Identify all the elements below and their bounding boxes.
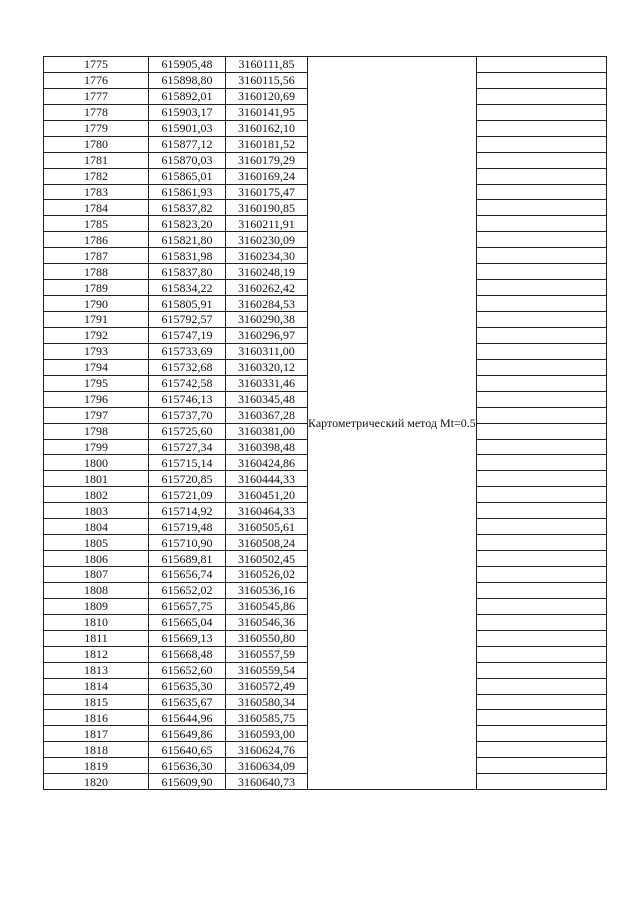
empty-cell bbox=[476, 646, 606, 662]
point-number-cell: 1803 bbox=[44, 503, 149, 519]
y-coordinate-cell: 3160248,19 bbox=[226, 264, 308, 280]
point-number-cell: 1782 bbox=[44, 168, 149, 184]
x-coordinate-cell: 615823,20 bbox=[149, 216, 226, 232]
y-coordinate-cell: 3160345,48 bbox=[226, 391, 308, 407]
y-coordinate-cell: 3160545,86 bbox=[226, 598, 308, 614]
empty-cell bbox=[476, 280, 606, 296]
y-coordinate-cell: 3160424,86 bbox=[226, 455, 308, 471]
empty-cell bbox=[476, 152, 606, 168]
point-number-cell: 1807 bbox=[44, 567, 149, 583]
y-coordinate-cell: 3160536,16 bbox=[226, 582, 308, 598]
x-coordinate-cell: 615834,22 bbox=[149, 280, 226, 296]
point-number-cell: 1798 bbox=[44, 423, 149, 439]
empty-cell bbox=[476, 487, 606, 503]
y-coordinate-cell: 3160115,56 bbox=[226, 72, 308, 88]
point-number-cell: 1802 bbox=[44, 487, 149, 503]
point-number-cell: 1820 bbox=[44, 774, 149, 790]
empty-cell bbox=[476, 407, 606, 423]
empty-cell bbox=[476, 678, 606, 694]
y-coordinate-cell: 3160367,28 bbox=[226, 407, 308, 423]
empty-cell bbox=[476, 72, 606, 88]
x-coordinate-cell: 615609,90 bbox=[149, 774, 226, 790]
empty-cell bbox=[476, 551, 606, 567]
point-number-cell: 1818 bbox=[44, 742, 149, 758]
point-number-cell: 1791 bbox=[44, 312, 149, 328]
empty-cell bbox=[476, 343, 606, 359]
x-coordinate-cell: 615742,58 bbox=[149, 375, 226, 391]
empty-cell bbox=[476, 742, 606, 758]
y-coordinate-cell: 3160508,24 bbox=[226, 535, 308, 551]
y-coordinate-cell: 3160444,33 bbox=[226, 471, 308, 487]
y-coordinate-cell: 3160262,42 bbox=[226, 280, 308, 296]
empty-cell bbox=[476, 439, 606, 455]
x-coordinate-cell: 615898,80 bbox=[149, 72, 226, 88]
y-coordinate-cell: 3160296,97 bbox=[226, 327, 308, 343]
x-coordinate-cell: 615747,19 bbox=[149, 327, 226, 343]
empty-cell bbox=[476, 57, 606, 73]
point-number-cell: 1809 bbox=[44, 598, 149, 614]
x-coordinate-cell: 615905,48 bbox=[149, 57, 226, 73]
empty-cell bbox=[476, 136, 606, 152]
x-coordinate-cell: 615865,01 bbox=[149, 168, 226, 184]
empty-cell bbox=[476, 582, 606, 598]
y-coordinate-cell: 3160181,52 bbox=[226, 136, 308, 152]
x-coordinate-cell: 615710,90 bbox=[149, 535, 226, 551]
point-number-cell: 1799 bbox=[44, 439, 149, 455]
point-number-cell: 1812 bbox=[44, 646, 149, 662]
point-number-cell: 1775 bbox=[44, 57, 149, 73]
y-coordinate-cell: 3160550,80 bbox=[226, 630, 308, 646]
y-coordinate-cell: 3160311,00 bbox=[226, 343, 308, 359]
y-coordinate-cell: 3160381,00 bbox=[226, 423, 308, 439]
point-number-cell: 1793 bbox=[44, 343, 149, 359]
empty-cell bbox=[476, 503, 606, 519]
empty-cell bbox=[476, 232, 606, 248]
y-coordinate-cell: 3160211,91 bbox=[226, 216, 308, 232]
point-number-cell: 1784 bbox=[44, 200, 149, 216]
y-coordinate-cell: 3160234,30 bbox=[226, 248, 308, 264]
y-coordinate-cell: 3160572,49 bbox=[226, 678, 308, 694]
x-coordinate-cell: 615714,92 bbox=[149, 503, 226, 519]
x-coordinate-cell: 615644,96 bbox=[149, 710, 226, 726]
x-coordinate-cell: 615657,75 bbox=[149, 598, 226, 614]
point-number-cell: 1794 bbox=[44, 359, 149, 375]
x-coordinate-cell: 615725,60 bbox=[149, 423, 226, 439]
x-coordinate-cell: 615652,02 bbox=[149, 582, 226, 598]
empty-cell bbox=[476, 375, 606, 391]
point-number-cell: 1815 bbox=[44, 694, 149, 710]
empty-cell bbox=[476, 662, 606, 678]
empty-cell bbox=[476, 519, 606, 535]
y-coordinate-cell: 3160179,29 bbox=[226, 152, 308, 168]
y-coordinate-cell: 3160320,12 bbox=[226, 359, 308, 375]
empty-cell bbox=[476, 423, 606, 439]
y-coordinate-cell: 3160557,59 bbox=[226, 646, 308, 662]
point-number-cell: 1779 bbox=[44, 120, 149, 136]
y-coordinate-cell: 3160526,02 bbox=[226, 567, 308, 583]
y-coordinate-cell: 3160111,85 bbox=[226, 57, 308, 73]
y-coordinate-cell: 3160593,00 bbox=[226, 726, 308, 742]
x-coordinate-cell: 615861,93 bbox=[149, 184, 226, 200]
empty-cell bbox=[476, 391, 606, 407]
empty-cell bbox=[476, 248, 606, 264]
y-coordinate-cell: 3160120,69 bbox=[226, 88, 308, 104]
y-coordinate-cell: 3160162,10 bbox=[226, 120, 308, 136]
empty-cell bbox=[476, 312, 606, 328]
point-number-cell: 1785 bbox=[44, 216, 149, 232]
point-number-cell: 1781 bbox=[44, 152, 149, 168]
x-coordinate-cell: 615837,80 bbox=[149, 264, 226, 280]
y-coordinate-cell: 3160169,24 bbox=[226, 168, 308, 184]
empty-cell bbox=[476, 598, 606, 614]
y-coordinate-cell: 3160464,33 bbox=[226, 503, 308, 519]
x-coordinate-cell: 615669,13 bbox=[149, 630, 226, 646]
x-coordinate-cell: 615737,70 bbox=[149, 407, 226, 423]
y-coordinate-cell: 3160141,95 bbox=[226, 104, 308, 120]
x-coordinate-cell: 615652,60 bbox=[149, 662, 226, 678]
x-coordinate-cell: 615831,98 bbox=[149, 248, 226, 264]
point-number-cell: 1813 bbox=[44, 662, 149, 678]
empty-cell bbox=[476, 184, 606, 200]
empty-cell bbox=[476, 710, 606, 726]
point-number-cell: 1819 bbox=[44, 758, 149, 774]
y-coordinate-cell: 3160502,45 bbox=[226, 551, 308, 567]
point-number-cell: 1816 bbox=[44, 710, 149, 726]
point-number-cell: 1806 bbox=[44, 551, 149, 567]
x-coordinate-cell: 615719,48 bbox=[149, 519, 226, 535]
point-number-cell: 1790 bbox=[44, 296, 149, 312]
method-note-cell: Картометрический метод Mt=0.5 bbox=[308, 57, 477, 790]
y-coordinate-cell: 3160624,76 bbox=[226, 742, 308, 758]
empty-cell bbox=[476, 120, 606, 136]
point-number-cell: 1796 bbox=[44, 391, 149, 407]
x-coordinate-cell: 615870,03 bbox=[149, 152, 226, 168]
point-number-cell: 1776 bbox=[44, 72, 149, 88]
point-number-cell: 1778 bbox=[44, 104, 149, 120]
y-coordinate-cell: 3160546,36 bbox=[226, 614, 308, 630]
empty-cell bbox=[476, 455, 606, 471]
y-coordinate-cell: 3160398,48 bbox=[226, 439, 308, 455]
x-coordinate-cell: 615903,17 bbox=[149, 104, 226, 120]
x-coordinate-cell: 615649,86 bbox=[149, 726, 226, 742]
point-number-cell: 1804 bbox=[44, 519, 149, 535]
empty-cell bbox=[476, 471, 606, 487]
x-coordinate-cell: 615636,30 bbox=[149, 758, 226, 774]
coordinates-table-body bbox=[44, 57, 607, 790]
point-number-cell: 1811 bbox=[44, 630, 149, 646]
x-coordinate-cell: 615689,81 bbox=[149, 551, 226, 567]
point-number-cell: 1789 bbox=[44, 280, 149, 296]
x-coordinate-cell: 615821,80 bbox=[149, 232, 226, 248]
point-number-cell: 1810 bbox=[44, 614, 149, 630]
point-number-cell: 1783 bbox=[44, 184, 149, 200]
x-coordinate-cell: 615805,91 bbox=[149, 296, 226, 312]
empty-cell bbox=[476, 614, 606, 630]
empty-cell bbox=[476, 567, 606, 583]
empty-cell bbox=[476, 88, 606, 104]
x-coordinate-cell: 615635,30 bbox=[149, 678, 226, 694]
y-coordinate-cell: 3160290,38 bbox=[226, 312, 308, 328]
y-coordinate-cell: 3160331,46 bbox=[226, 375, 308, 391]
x-coordinate-cell: 615656,74 bbox=[149, 567, 226, 583]
point-number-cell: 1817 bbox=[44, 726, 149, 742]
empty-cell bbox=[476, 168, 606, 184]
coordinates-table bbox=[43, 56, 607, 790]
empty-cell bbox=[476, 296, 606, 312]
empty-cell bbox=[476, 535, 606, 551]
y-coordinate-cell: 3160451,20 bbox=[226, 487, 308, 503]
empty-cell bbox=[476, 630, 606, 646]
x-coordinate-cell: 615901,03 bbox=[149, 120, 226, 136]
x-coordinate-cell: 615727,34 bbox=[149, 439, 226, 455]
x-coordinate-cell: 615732,68 bbox=[149, 359, 226, 375]
x-coordinate-cell: 615733,69 bbox=[149, 343, 226, 359]
y-coordinate-cell: 3160640,73 bbox=[226, 774, 308, 790]
empty-cell bbox=[476, 264, 606, 280]
y-coordinate-cell: 3160175,47 bbox=[226, 184, 308, 200]
empty-cell bbox=[476, 694, 606, 710]
point-number-cell: 1795 bbox=[44, 375, 149, 391]
empty-cell bbox=[476, 774, 606, 790]
point-number-cell: 1777 bbox=[44, 88, 149, 104]
empty-cell bbox=[476, 758, 606, 774]
point-number-cell: 1788 bbox=[44, 264, 149, 280]
point-number-cell: 1787 bbox=[44, 248, 149, 264]
empty-cell bbox=[476, 726, 606, 742]
point-number-cell: 1808 bbox=[44, 582, 149, 598]
point-number-cell: 1797 bbox=[44, 407, 149, 423]
x-coordinate-cell: 615640,65 bbox=[149, 742, 226, 758]
y-coordinate-cell: 3160190,85 bbox=[226, 200, 308, 216]
y-coordinate-cell: 3160634,09 bbox=[226, 758, 308, 774]
empty-cell bbox=[476, 327, 606, 343]
point-number-cell: 1786 bbox=[44, 232, 149, 248]
y-coordinate-cell: 3160505,61 bbox=[226, 519, 308, 535]
y-coordinate-cell: 3160230,09 bbox=[226, 232, 308, 248]
x-coordinate-cell: 615715,14 bbox=[149, 455, 226, 471]
y-coordinate-cell: 3160559,54 bbox=[226, 662, 308, 678]
empty-cell bbox=[476, 216, 606, 232]
y-coordinate-cell: 3160580,34 bbox=[226, 694, 308, 710]
point-number-cell: 1780 bbox=[44, 136, 149, 152]
x-coordinate-cell: 615721,09 bbox=[149, 487, 226, 503]
empty-cell bbox=[476, 200, 606, 216]
point-number-cell: 1814 bbox=[44, 678, 149, 694]
y-coordinate-cell: 3160585,75 bbox=[226, 710, 308, 726]
point-number-cell: 1801 bbox=[44, 471, 149, 487]
x-coordinate-cell: 615746,13 bbox=[149, 391, 226, 407]
y-coordinate-cell: 3160284,53 bbox=[226, 296, 308, 312]
table-row bbox=[44, 57, 607, 73]
empty-cell bbox=[476, 359, 606, 375]
x-coordinate-cell: 615665,04 bbox=[149, 614, 226, 630]
x-coordinate-cell: 615635,67 bbox=[149, 694, 226, 710]
x-coordinate-cell: 615837,82 bbox=[149, 200, 226, 216]
x-coordinate-cell: 615792,57 bbox=[149, 312, 226, 328]
point-number-cell: 1805 bbox=[44, 535, 149, 551]
x-coordinate-cell: 615877,12 bbox=[149, 136, 226, 152]
empty-cell bbox=[476, 104, 606, 120]
point-number-cell: 1792 bbox=[44, 327, 149, 343]
x-coordinate-cell: 615668,48 bbox=[149, 646, 226, 662]
point-number-cell: 1800 bbox=[44, 455, 149, 471]
x-coordinate-cell: 615720,85 bbox=[149, 471, 226, 487]
x-coordinate-cell: 615892,01 bbox=[149, 88, 226, 104]
